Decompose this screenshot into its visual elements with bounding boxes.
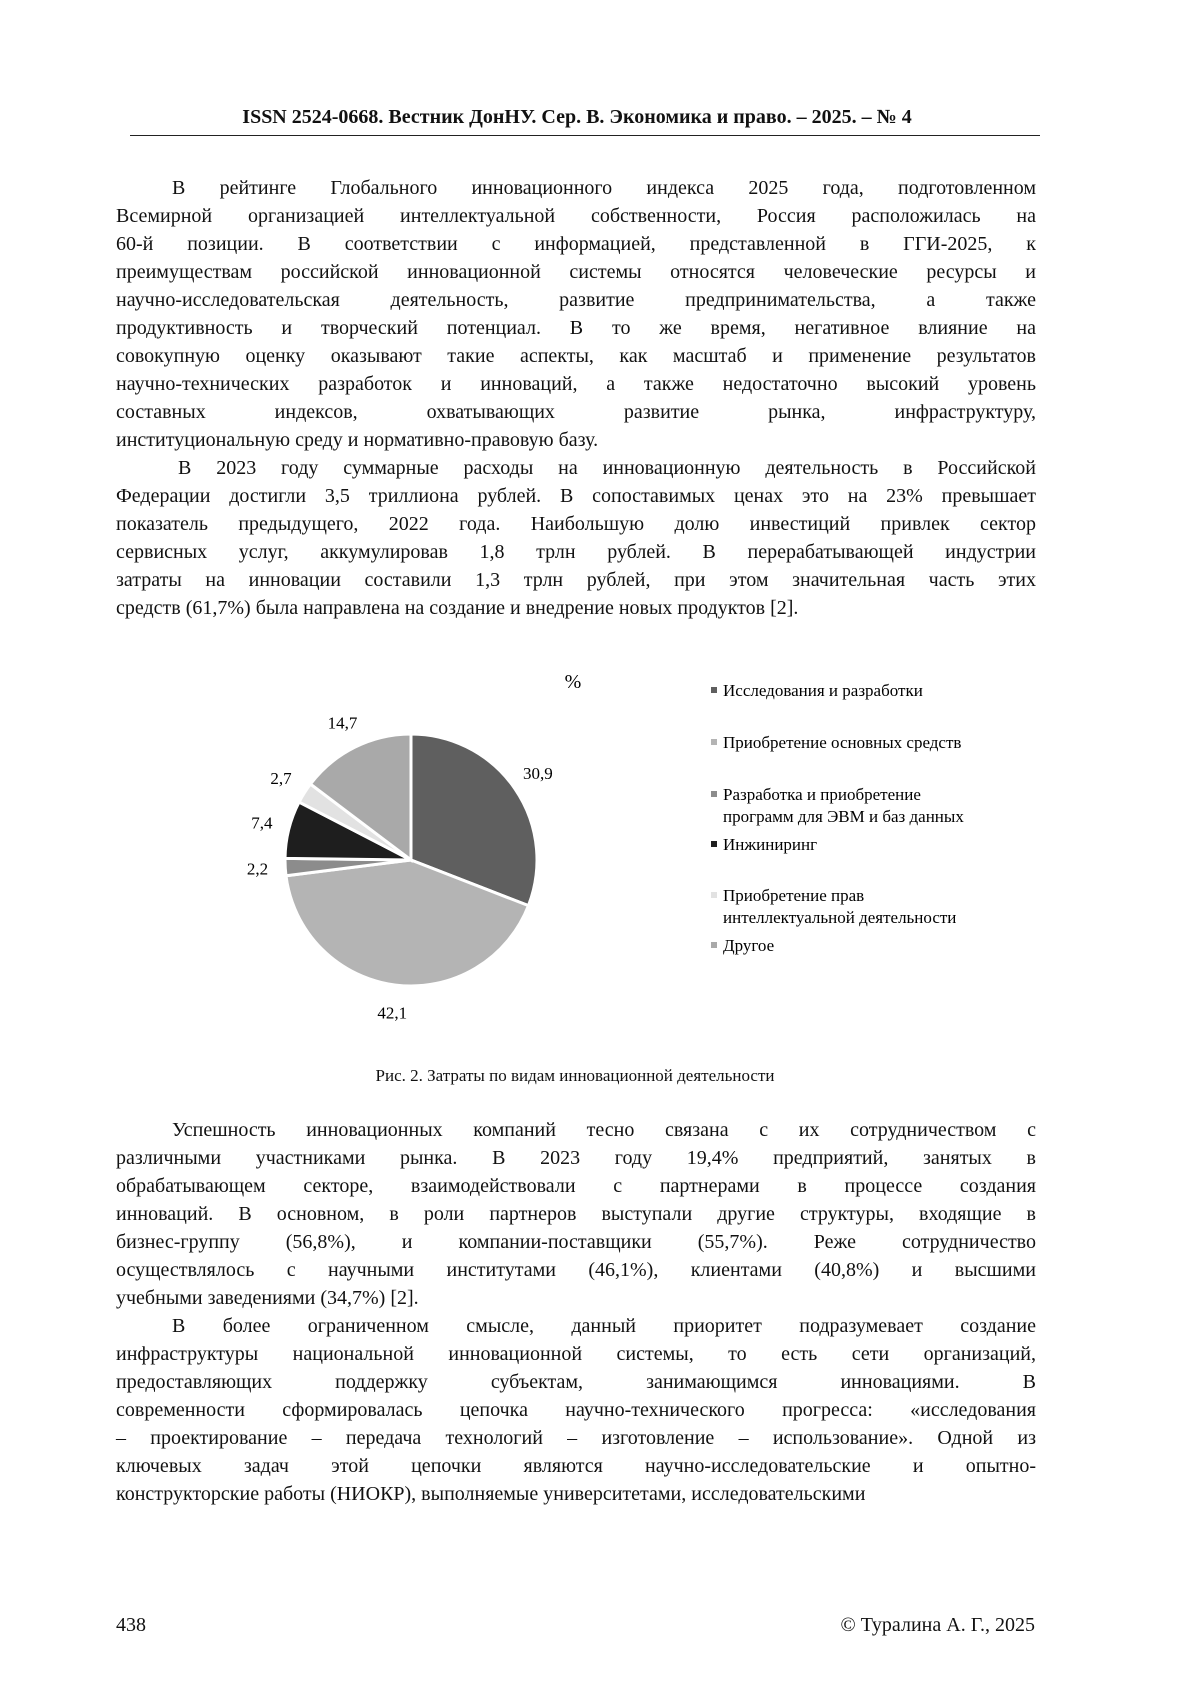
text-line: Всемирной организацией интеллектуальной собственности, Россия расположилась на xyxy=(116,205,1036,227)
text-line: институциональную среду и нормативно-правовую базу. xyxy=(116,429,599,451)
legend-label: интеллектуальной деятельности xyxy=(723,908,957,927)
text-line: сервисных услуг, аккумулировав 1,8 трлн рублей. В перерабатывающей индустрии xyxy=(116,541,1036,563)
text-line: обрабатывающем секторе, взаимодействовали с партнерами в процессе создания xyxy=(116,1175,1036,1197)
text-line: различными участниками рынка. В 2023 году 19,4% предприятий, занятых в xyxy=(116,1147,1036,1169)
legend-swatch xyxy=(711,739,717,745)
text-line: Успешность инновационных компаний тесно связана с их сотрудничеством с xyxy=(172,1119,1036,1141)
data-label: 7,4 xyxy=(251,813,273,833)
legend-label: программ для ЭВМ и баз данных xyxy=(723,807,964,826)
copyright: © Туралина А. Г., 2025 xyxy=(840,1614,1035,1636)
page-number: 438 xyxy=(116,1614,146,1636)
paragraph-3 xyxy=(116,1116,1036,1312)
legend-swatch xyxy=(711,892,717,898)
legend-swatch xyxy=(711,791,717,797)
text-line: предоставляющих поддержку субъектам, занимающимся инновациями. В xyxy=(116,1371,1036,1393)
text-line: составных индексов, охватывающих развитие рынка, инфраструктуру, xyxy=(116,401,1036,423)
legend-label: Исследования и разработки xyxy=(723,681,923,700)
text-line: осуществлялось с научными институтами (46,1%), клиентами (40,8%) и высшими xyxy=(116,1259,1036,1281)
text-line: В 2023 году суммарные расходы на инновационную деятельность в Российской xyxy=(178,457,1036,479)
text-line: В более ограниченном смысле, данный приоритет подразумевает создание xyxy=(172,1315,1036,1337)
text-line: инноваций. В основном, в роли партнеров выступали другие структуры, входящие в xyxy=(116,1203,1036,1225)
text-line: учебными заведениями (34,7%) [2]. xyxy=(116,1287,419,1309)
text-line: 60-й позиции. В соответствии с информацией, представленной в ГГИ-2025, к xyxy=(116,233,1036,255)
data-label: 2,7 xyxy=(270,769,292,789)
text-line: – проектирование – передача технологий – изготовление – использование». Одной из xyxy=(116,1427,1036,1449)
figure-caption: Рис. 2. Затраты по видам инновационной деятельности xyxy=(375,1066,775,1085)
text-line: конструкторские работы (НИОКР), выполняемые университетами, исследовательскими xyxy=(116,1483,866,1505)
legend-label: Инжиниринг xyxy=(723,835,818,854)
data-label: 42,1 xyxy=(377,1003,408,1023)
legend-label: Другое xyxy=(723,936,775,955)
data-label: 30,9 xyxy=(522,764,553,784)
text-line: показатель предыдущего, 2022 года. Наибольшую долю инвестиций привлек сектор xyxy=(116,513,1036,535)
text-line: инфраструктуры национальной инновационной системы, то есть сети организаций, xyxy=(116,1343,1036,1365)
text-line: продуктивность и творческий потенциал. В то же время, негативное влияние на xyxy=(116,317,1036,339)
text-line: научно-исследовательская деятельность, развитие предпринимательства, а также xyxy=(116,289,1036,311)
text-line: научно-технических разработок и инноваций, а также недостаточно высокий уровень xyxy=(116,373,1036,395)
text-line: преимуществам российской инновационной системы относятся человеческие ресурсы и xyxy=(116,261,1036,283)
text-line: затраты на инновации составили 1,3 трлн рублей, при этом значительная часть этих xyxy=(116,569,1036,591)
text-line: совокупную оценку оказывают такие аспекты, как масштаб и применение результатов xyxy=(116,345,1036,367)
legend-label: Приобретение основных средств xyxy=(723,733,962,752)
legend-label: Разработка и приобретение xyxy=(723,785,921,804)
legend-swatch xyxy=(711,841,717,847)
text-line: современности сформировалась цепочка научно-технического прогресса: «исследования xyxy=(116,1399,1036,1421)
text-line: Федерации достигли 3,5 триллиона рублей. В сопоставимых ценах это на 23% превышает xyxy=(116,485,1036,507)
data-label: 14,7 xyxy=(327,713,358,733)
text-line: средств (61,7%) была направлена на создание и внедрение новых продуктов [2]. xyxy=(116,597,799,619)
text-line: ключевых задач этой цепочки являются научно-исследовательские и опытно- xyxy=(116,1455,1036,1477)
text-line: бизнес-группу (56,8%), и компании-поставщики (55,7%). Реже сотрудничество xyxy=(116,1231,1036,1253)
legend-swatch xyxy=(711,942,717,948)
chart-title: % xyxy=(564,671,582,693)
data-label: 2,2 xyxy=(246,859,269,879)
paragraph-4 xyxy=(116,1312,1036,1508)
text-line: В рейтинге Глобального инновационного индекса 2025 года, подготовленном xyxy=(172,177,1036,199)
legend-label: Приобретение прав xyxy=(723,886,865,905)
legend-swatch xyxy=(711,687,717,693)
journal-header: ISSN 2524-0668. Вестник ДонНУ. Сер. В. Экономика и право. – 2025. – № 4 xyxy=(242,106,912,128)
